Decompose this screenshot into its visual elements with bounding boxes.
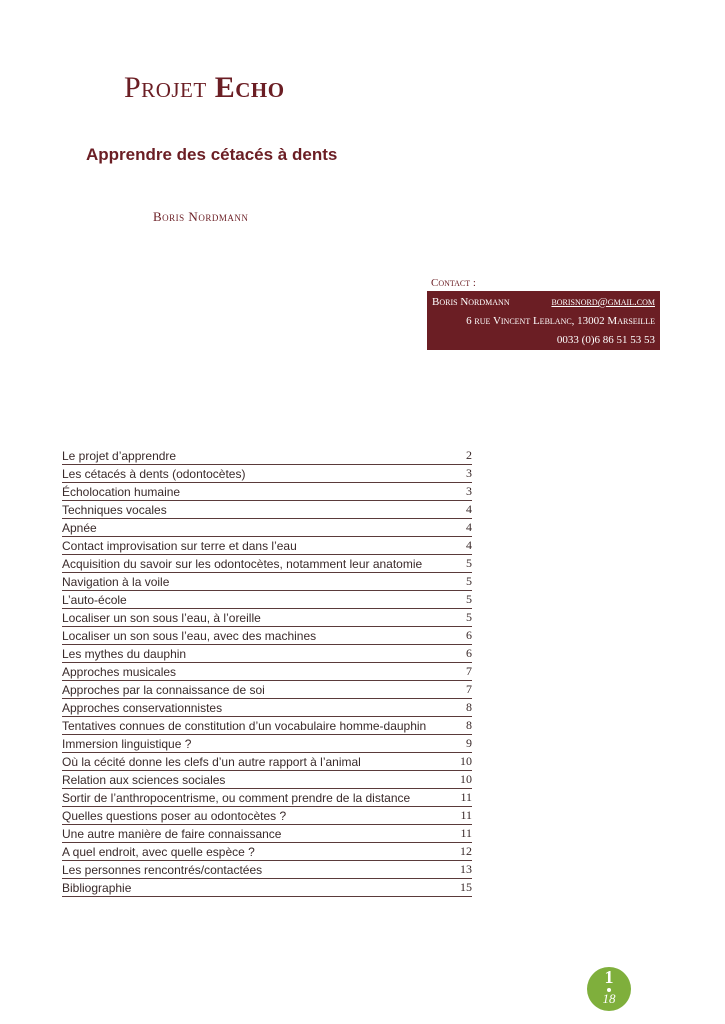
contact-phone: 0033 (0)6 86 51 53 53 <box>556 334 655 346</box>
toc-entry-page: 6 <box>466 646 472 660</box>
toc-row[interactable] <box>62 663 472 681</box>
toc-entry-page: 12 <box>460 844 472 858</box>
toc-entry-label: Quelles questions poser au odontocètes ? <box>62 809 287 823</box>
toc-row[interactable] <box>62 807 472 825</box>
contact-name-line <box>432 293 655 312</box>
current-page-number: 1 <box>604 967 614 987</box>
toc-row[interactable] <box>62 879 472 897</box>
document-title <box>124 70 285 106</box>
toc-row[interactable] <box>62 519 472 537</box>
toc-entry-label: Les mythes du dauphin <box>62 647 187 661</box>
toc-row[interactable] <box>62 465 472 483</box>
toc-entry-page: 6 <box>466 628 472 642</box>
toc-entry-page: 11 <box>460 826 472 840</box>
toc-entry-page: 11 <box>460 808 472 822</box>
toc-entry-page: 13 <box>460 862 472 876</box>
toc-entry-label: Navigation à la voile <box>62 575 170 589</box>
toc-entry-page: 2 <box>466 448 472 462</box>
toc-row[interactable] <box>62 483 472 501</box>
contact-email-link[interactable]: borisnord@gmail.com <box>551 296 655 308</box>
toc-entry-page: 5 <box>466 574 472 588</box>
toc-row[interactable] <box>62 627 472 645</box>
toc-entry-page: 5 <box>466 610 472 624</box>
toc-entry-label: Localiser un son sous l’eau, à l’oreille <box>62 611 261 625</box>
table-of-contents <box>62 447 472 897</box>
toc-entry-page: 8 <box>466 700 472 714</box>
toc-entry-page: 5 <box>466 592 472 606</box>
page-number-badge <box>587 967 631 1011</box>
toc-entry-label: Bibliographie <box>62 881 132 895</box>
toc-row[interactable] <box>62 753 472 771</box>
toc-entry-page: 7 <box>466 682 472 696</box>
toc-entry-label: Acquisition du savoir sur les odontocètes, notamment leur anatomie <box>62 557 423 571</box>
toc-row[interactable] <box>62 789 472 807</box>
toc-entry-page: 4 <box>466 520 472 534</box>
total-page-count: 18 <box>602 991 616 1006</box>
toc-entry-label: Approches par la connaissance de soi <box>62 683 265 697</box>
contact-box <box>427 291 660 350</box>
toc-entry-label: Localiser un son sous l’eau, avec des machines <box>62 629 317 643</box>
toc-row[interactable] <box>62 447 472 465</box>
toc-entry-label: Approches musicales <box>62 665 177 679</box>
toc-entry-page: 3 <box>466 466 472 480</box>
toc-entry-page: 5 <box>466 556 472 570</box>
toc-entry-label: Sortir de l’anthropocentrisme, ou comment prendre de la distance <box>62 791 411 805</box>
toc-row[interactable] <box>62 537 472 555</box>
toc-entry-label: Le projet d’apprendre <box>62 449 177 463</box>
toc-entry-page: 11 <box>460 790 472 804</box>
toc-entry-page: 15 <box>460 880 472 894</box>
toc-row[interactable] <box>62 609 472 627</box>
toc-row[interactable] <box>62 771 472 789</box>
title-projet: Projet <box>124 71 207 104</box>
toc-entry-label: Relation aux sciences sociales <box>62 773 226 787</box>
toc-row[interactable] <box>62 501 472 519</box>
contact-address: 6 rue Vincent Leblanc, 13002 Marseille <box>466 315 655 327</box>
toc-row[interactable] <box>62 699 472 717</box>
toc-entry-page: 10 <box>460 772 472 786</box>
toc-entry-page: 9 <box>466 736 472 750</box>
toc-row[interactable] <box>62 645 472 663</box>
toc-entry-label: Les personnes rencontrés/contactées <box>62 863 263 877</box>
title-echo: Echo <box>214 71 285 104</box>
toc-row[interactable] <box>62 573 472 591</box>
document-subtitle: Apprendre des cétacés à dents <box>86 145 338 164</box>
toc-row[interactable] <box>62 681 472 699</box>
toc-entry-label: Tentatives connues de constitution d’un vocabulaire homme-dauphin <box>62 719 427 733</box>
contact-name: Boris Nordmann <box>432 296 510 308</box>
toc-entry-label: Apnée <box>62 521 97 535</box>
toc-entry-label: A quel endroit, avec quelle espèce ? <box>62 845 255 859</box>
author-name: Boris Nordmann <box>153 209 249 224</box>
toc-entry-label: Où la cécité donne les clefs d’un autre rapport à l’animal <box>62 755 361 769</box>
toc-row[interactable] <box>62 591 472 609</box>
toc-entry-label: L’auto-école <box>62 593 127 607</box>
toc-row[interactable] <box>62 717 472 735</box>
toc-row[interactable] <box>62 843 472 861</box>
toc-row[interactable] <box>62 825 472 843</box>
toc-entry-label: Contact improvisation sur terre et dans l’eau <box>62 539 297 553</box>
toc-entry-page: 4 <box>466 502 472 516</box>
toc-row[interactable] <box>62 555 472 573</box>
toc-row[interactable] <box>62 735 472 753</box>
toc-entry-page: 7 <box>466 664 472 678</box>
toc-entry-label: Une autre manière de faire connaissance <box>62 827 282 841</box>
toc-entry-page: 4 <box>466 538 472 552</box>
toc-entry-label: Les cétacés à dents (odontocètes) <box>62 467 246 481</box>
contact-label: Contact : <box>431 277 476 289</box>
toc-entry-page: 8 <box>466 718 472 732</box>
toc-entry-label: Approches conservationnistes <box>62 701 223 715</box>
toc-entry-label: Techniques vocales <box>62 503 167 517</box>
toc-entry-label: Écholocation humaine <box>62 485 181 499</box>
toc-entry-page: 3 <box>466 484 472 498</box>
toc-entry-label: Immersion linguistique ? <box>62 737 192 751</box>
toc-row[interactable] <box>62 861 472 879</box>
toc-entry-page: 10 <box>460 754 472 768</box>
